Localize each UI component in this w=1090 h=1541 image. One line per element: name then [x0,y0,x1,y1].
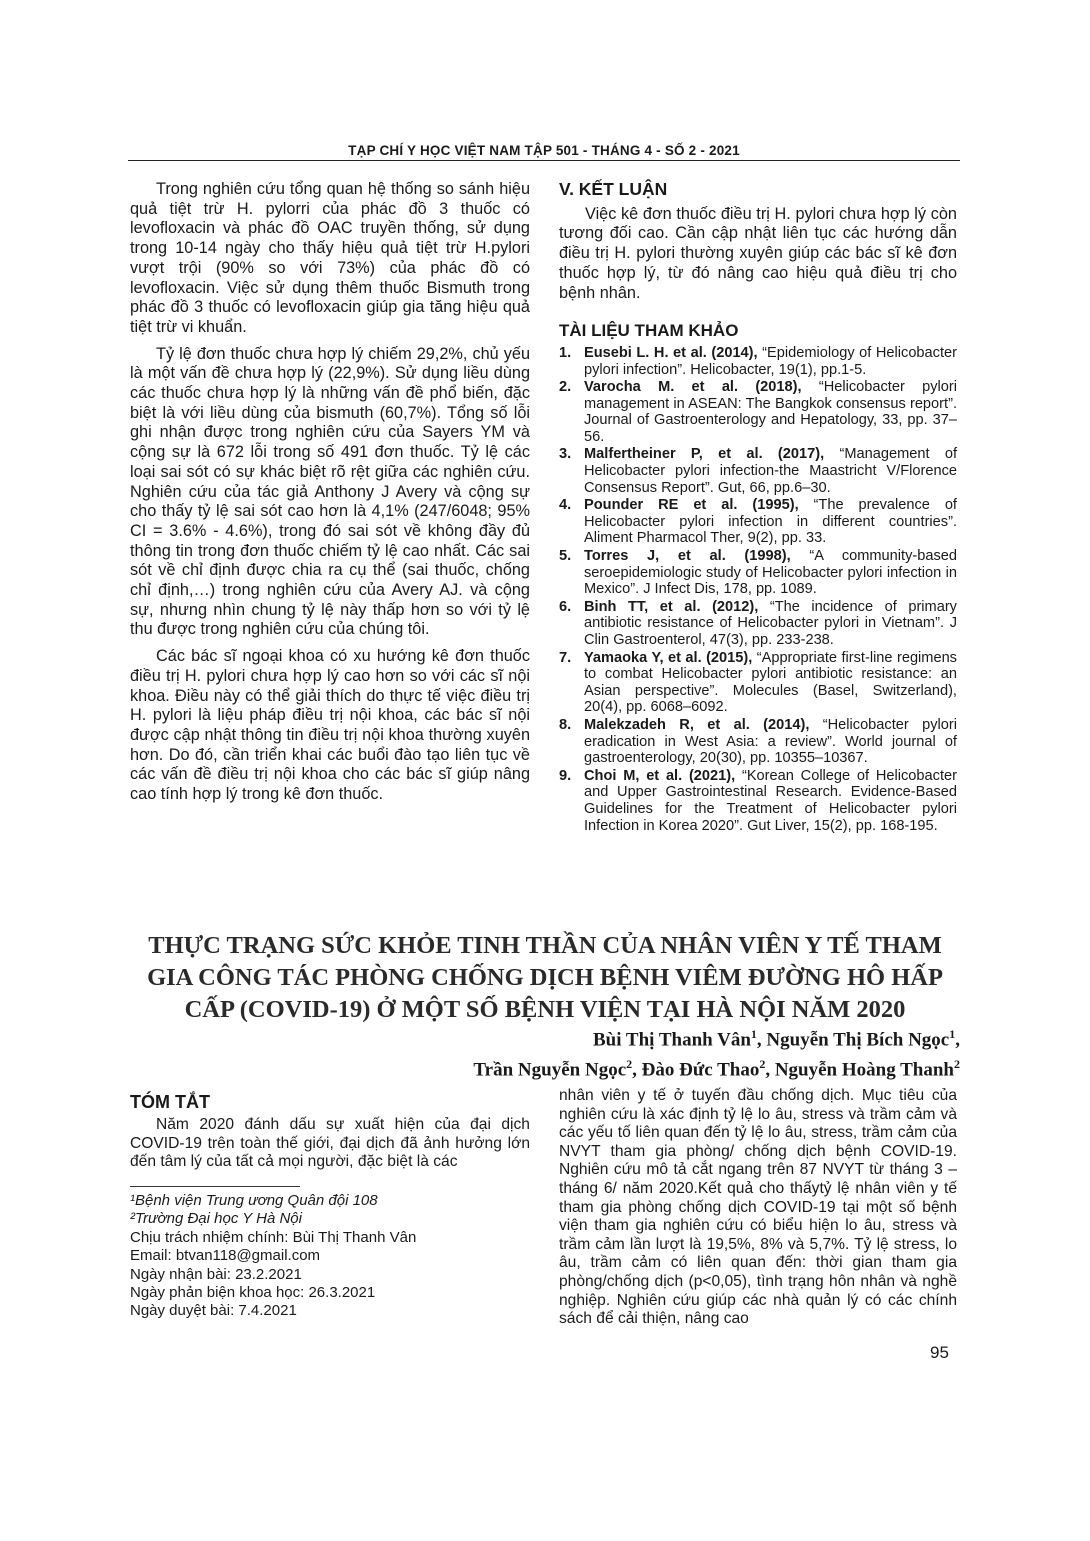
email: Email: btvan118@gmail.com [130,1247,321,1265]
reference-number: 5. [559,548,572,565]
reference-author: Malfertheiner P, et al. (2017), [584,446,825,463]
abstract-text-right: nhân viên y tế ở tuyến đầu chống dịch. Mục tiêu của nghiên cứu là xác định tỷ lệ lo âu, stress và trầm cảm và các yếu tố liên quan đến tỷ lệ lo âu, stress, trầm cảm của NVYT tham gia phòng/ chống dịch bệnh COVID-19. Nghiên cứu mô tả cắt ngang trên 87 NVYT từ tháng 3 – tháng 6/ năm 2020.Kết quả cho thấytỷ lệ nhân viên y tế tham gia phòng chống dịch COVID-19 tại một số bệnh viện tham gia nghiên cứu có biểu hiện lo âu, stress và trầm cảm lần lượt là 19,5%, 8% và 5,7%. Tỷ lệ stress, lo âu, trầm cảm có liên quan đến: thời gian tham gia phòng/chống dịch (p<0,05), tình trạng hôn nhân và nghề nghiệp. Nghiên cứu giúp các nhà quản lý có các chính sách để cải thiện, nâng cao [559,1087,957,1328]
reference-item [559,379,957,445]
author-name: Nguyễn Hoàng Thanh [774,1059,954,1081]
header-rule [128,160,960,161]
reference-item [559,446,957,496]
reference-item [559,345,957,378]
reference-author: Torres J, et al. (1998), [584,548,791,565]
reference-item [559,717,957,767]
author-name: Đào Đức Thao [641,1059,760,1081]
right-column [559,180,957,835]
affiliation-2: ²Trường Đại học Y Hà Nội [130,1210,302,1228]
reference-author: Varocha M. et al. (2018), [584,379,802,396]
author-line-1 [140,1027,960,1051]
review-date: Ngày phản biện khoa học: 26.3.2021 [130,1284,376,1302]
conclusion-heading: V. KẾT LUẬN [559,179,668,199]
reference-number: 4. [559,497,572,514]
reference-number: 9. [559,767,572,784]
author-separator: , [756,1029,767,1051]
reference-text: “Management of Helicobacter pylori infection-the Maastricht V/Florence Consensus Report”. Gut, 66, pp.6–30. [584,446,957,496]
author-separator: , [955,1029,960,1051]
reference-item [559,650,957,716]
author-affiliation-mark: 1 [750,1027,757,1041]
author-affiliation-mark: 1 [949,1027,956,1041]
reference-text: “The incidence of primary antibiotic resistance of Helicobacter pylori in Vietnam”. J Clin Gastroenterol, 47(3), pp. 233-238. [584,598,957,649]
references-heading: TÀI LIỆU THAM KHẢO [559,321,739,341]
accepted-date: Ngày duyệt bài: 7.4.2021 [130,1302,297,1320]
discussion-paragraph-3: Các bác sĩ ngoại khoa có xu hướng kê đơn thuốc điều trị H. pylori chưa hợp lý cao hơn so với các sĩ nội khoa. Điều này có thể giải thích do thực tế việc điều trị H. pylori là liệu pháp điều trị nội khoa, các bác sĩ nội được cập nhật thông tin điều trị nội khoa thường xuyên hơn. Do đó, cần triển khai các buổi đào tạo liên tục về các vấn đề điều trị nội khoa cho các bác sĩ giúp nâng cao tính hợp lý trong kê đơn thuốc. [130,647,530,804]
discussion-paragraph-2: Tỷ lệ đơn thuốc chưa hợp lý chiếm 29,2%, chủ yếu là một vấn đề chưa hợp lý (22,9%). Sử dụng liều dùng các thuốc chưa hợp lý là những vấn đề phổ biến, đặc biệt là với liều dùng của bismuth (60,7%). Tổng số lỗi ghi nhận được trong nghiên cứu của Sayers YM và cộng sự là 672 lỗi trong số 491 đơn thuốc. Tỷ lệ các loại sai sót có sự khác biệt rõ rệt giữa các nghiên cứu. Nghiên cứu của tác giả Anthony J Avery và cộng sự cho thấy tỷ lệ sai sót cao hơn là 4,1% (247/6048; 95% CI = 3.6% - 4.6%), trong đó sai sót về không đầy đủ thông tin trong đơn thuốc chiếm tỷ lệ cao nhất. Các sai sót về chỉ định được chia ra cụ thể (sai thuốc, chống chỉ định,…) trong nghiên cứu của Avery AJ. và cộng sự, nhưng nhìn chung tỷ lệ này thấp hơn so với tỷ lệ thu được trong nghiên cứu của chúng tôi. [130,344,530,639]
reference-author: Choi M, et al. (2021), [584,767,736,784]
reference-text: “A community-based seroepidemiologic study of Helicobacter pylori infection in Mexico”. J Infect Dis, 178, pp. 1089. [584,548,957,598]
reference-list [559,345,957,834]
reference-item [559,548,957,598]
reference-number: 7. [559,649,572,666]
abstract-text-left: Năm 2020 đánh dấu sự xuất hiện của đại dịch COVID-19 trên toàn thế giới, đại dịch đã ảnh hưởng lớn đến tâm lý của tất cả mọi người, đặc biệt là các [130,1116,530,1171]
reference-author: Binh TT, et al. (2012), [584,598,759,615]
reference-item [559,768,957,834]
reference-text: “Helicobacter pylori management in ASEAN: The Bangkok consensus report”. Journal of Gastroenterology and Hepatology, 33, pp. 37–56. [584,379,957,445]
reference-author: Eusebi L. H. et al. (2014), [584,344,758,361]
reference-author: Yamaoka Y, et al. (2015), [584,649,753,666]
discussion-paragraph-1: Trong nghiên cứu tổng quan hệ thống so sánh hiệu quả tiệt trừ H. pylorri của phác đồ 3 thuốc có levofloxacin và phác đồ OAC truyền thống, sử dụng trong 10-14 ngày cho thấy hiệu quả tiệt trừ H.pylori vượt trội (90% so với 73%) của phác đồ có levofloxacin. Việc sử dụng thêm thuốc Bismuth trong phác đồ 3 thuốc có levofloxacin giúp gia tăng hiệu quả tiệt trừ vi khuẩn. [130,180,530,336]
author-name: Nguyễn Thị Bích Ngọc [766,1029,950,1051]
reference-author: Malekzadeh R, et al. (2014), [584,716,810,733]
reference-number: 3. [559,446,572,463]
reference-text: “Helicobacter pylori eradication in West Asia: a review”. World journal of gastroenterology, 20(30), pp. 10355–10367. [584,716,957,767]
reference-text: “The prevalence of Helicobacter pylori infection in different countries”. Aliment Pharmacol Ther, 9(2), pp. 33. [584,497,957,547]
corresponding-author: Chịu trách nhiệm chính: Bùi Thị Thanh Vân [130,1228,417,1246]
reference-author: Pounder RE et al. (1995), [584,497,799,514]
reference-number: 8. [559,716,572,733]
affiliation-1: ¹Bệnh viện Trung ương Quân đội 108 [130,1192,378,1209]
author-name: Trần Nguyễn Ngọc [473,1059,627,1081]
reference-number: 2. [559,379,572,396]
footnote-rule [130,1186,300,1187]
journal-header: TẠP CHÍ Y HỌC VIỆT NAM TẬP 501 - THÁNG 4 - SỐ 2 - 2021 [348,143,740,158]
reference-item [559,497,957,547]
left-column [130,180,530,812]
abstract-heading: TÓM TẮT [130,1092,210,1112]
reference-item [559,599,957,649]
author-separator: , [765,1059,775,1081]
conclusion-text: Việc kê đơn thuốc điều trị H. pylori chưa hợp lý còn tương đối cao. Cần cập nhật liên tục các hướng dẫn điều trị H. pylori thường xuyên giúp các bác sĩ kê đơn thuốc hợp lý, từ đó nâng cao hiệu quả điều trị cho bệnh nhân. [559,204,957,302]
page-number: 95 [930,1343,949,1362]
author-affiliation-mark: 2 [626,1057,633,1071]
author-affiliation-mark: 2 [759,1057,766,1071]
author-separator: , [632,1059,642,1081]
article-title: THỰC TRẠNG SỨC KHỎE TINH THẦN CỦA NHÂN VIÊN Y TẾ THAM GIA CÔNG TÁC PHÒNG CHỐNG DỊCH BỆNH VIÊM ĐƯỜNG HÔ HẤP CẤP (COVID-19) Ở MỘT SỐ BỆNH VIỆN TẠI HÀ NỘI NĂM 2020 [147,932,943,1023]
reference-text: “Korean College of Helicobacter and Upper Gastrointestinal Research. Evidence-Based Guidelines for the Treatment of Helicobacter pylori Infection in Korea 2020”. Gut Liver, 15(2), pp. 168-195. [584,767,957,834]
reference-number: 1. [559,344,572,361]
reference-number: 6. [559,598,572,615]
author-line-2 [140,1057,960,1081]
footnotes [130,1192,530,1321]
author-name: Bùi Thị Thanh Vân [593,1029,751,1051]
reference-text: “Epidemiology of Helicobacter pylori infection”. Helicobacter, 19(1), pp.1-5. [584,344,957,378]
received-date: Ngày nhận bài: 23.2.2021 [130,1265,302,1283]
reference-text: “Appropriate first-line regimens to combat Helicobacter pylori antibiotic resistance: an Asian perspective”. Molecules (Basel, Switzerland), 20(4), pp. 6068–6092. [584,649,957,716]
author-affiliation-mark: 2 [954,1057,960,1071]
